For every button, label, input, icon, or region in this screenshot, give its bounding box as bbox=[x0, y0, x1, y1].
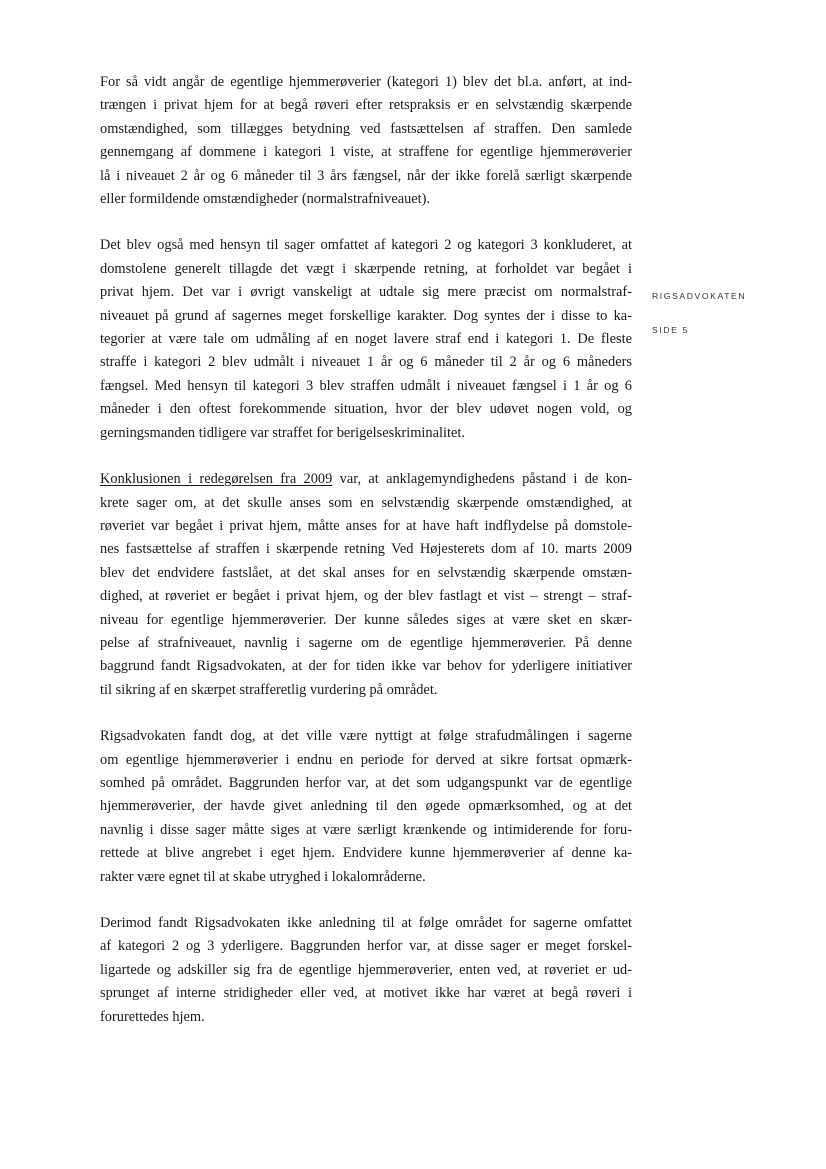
text-line: privat hjem. Det var i øvrigt vanskeligt at udtale sig mere præcist om normalstraf- bbox=[100, 284, 632, 301]
text-line: omstændighed, som tillægges betydning ved fastsættelsen af straffen. Den samlede bbox=[100, 120, 632, 137]
text-line: måneder i den oftest forekommende situation, hvor der blev udøvet nogen vold, og bbox=[100, 401, 632, 418]
text-line: om egentlige hjemmerøverier i endnu en periode for derved at sikre fortsat opmærk- bbox=[100, 751, 632, 768]
text-line: Rigsadvokaten fandt dog, at det ville være nyttigt at følge strafudmålingen i sagerne bbox=[100, 728, 632, 745]
text-line: rettede at blive angrebet i eget hjem. Endvidere kunne hjemmerøverier af denne ka- bbox=[100, 845, 632, 862]
text-line: straffe i kategori 2 blev udmålt i niveauet 1 år og 6 måneder til 2 år og 6 måneders bbox=[100, 354, 632, 371]
text-line: gennemgang af dommene i kategori 1 viste, at straffene for egentlige hjemmerøverier bbox=[100, 144, 632, 161]
paragraph-kategori-1 bbox=[100, 71, 632, 211]
organization-name: RIGSADVOKATEN bbox=[652, 291, 747, 301]
paragraph-konklusion bbox=[100, 468, 632, 702]
text-line: navnlig i disse sager måtte siges at være særligt krænkende og intimiderende for foru- bbox=[100, 821, 632, 838]
text-line: dighed, at røveriet er begået i privat hjem, og der blev fastlagt et vist – strengt – straf- bbox=[100, 588, 632, 605]
text-line: niveau for egentlige hjemmerøverier. Der kunne således siges at være sket en skær- bbox=[100, 611, 632, 628]
text-line: eller formildende omstændigheder (normalstrafniveauet). bbox=[100, 191, 431, 208]
margin-sidebar bbox=[652, 291, 746, 335]
text-line: pelse af strafniveauet, navnlig i sagerne om de egentlige hjemmerøverier. På denne bbox=[100, 634, 632, 651]
text-line: fængsel. Med hensyn til kategori 3 blev straffen udmålt i niveauet fængsel i 1 år og 6 bbox=[100, 377, 632, 394]
text-line: baggrund fandt Rigsadvokaten, at der for tiden ikke var behov for yderligere initiativer bbox=[100, 658, 632, 675]
text-line: lå i niveauet 2 år og 6 måneder til 3 års fængsel, når der ikke forelå særligt skærpende bbox=[100, 167, 632, 184]
text-line: Derimod fandt Rigsadvokaten ikke anledning til at følge området for sagerne omfattet bbox=[100, 915, 632, 931]
text-line: nes fastsættelse af straffen i skærpende retning Ved Højesterets dom af 10. marts 2009 bbox=[100, 541, 632, 558]
text-line: trængen i privat hjem for at begå røveri efter retspraksis er en selvstændig skærpende bbox=[100, 97, 632, 114]
text-line: gerningsmanden tidligere var straffet for berigelseskriminalitet. bbox=[100, 424, 465, 441]
text-line: blev det endvidere fastslået, at det skal anses for en selvstændig skærpende omstæn- bbox=[100, 564, 632, 581]
paragraph-derimod bbox=[100, 912, 632, 1029]
text-line: ligartede og adskiller sig fra de egentlige hjemmerøverier, enten ved, at røveriet er ud- bbox=[100, 961, 632, 978]
text-line: forurettedes hjem. bbox=[100, 1008, 205, 1025]
text-line: rakter være egnet til at skabe utryghed i lokalområderne. bbox=[100, 868, 426, 885]
text-line: niveauet på grund af sagernes meget forskellige karakter. Dog syntes der i disse to ka- bbox=[100, 307, 632, 324]
text-line: krete sager om, at det skulle anses som en selvstændig skærpende omstændighed, at bbox=[100, 494, 632, 511]
text-line: hjemmerøverier, der havde givet anledning til den øgede opmærksomhed, og at det bbox=[100, 798, 632, 815]
text-line: tegorier at være tale om udmåling af en noget lavere straf end i kategori 1. De fleste bbox=[100, 331, 632, 348]
text-fragment: var, at anklagemyndighedens påstand i de kon- bbox=[332, 471, 633, 488]
text-line: somhed på området. Baggrunden herfor var, at det som udgangspunkt var de egentlige bbox=[100, 774, 632, 791]
body-text bbox=[100, 71, 632, 1052]
page-number: SIDE 5 bbox=[652, 325, 689, 335]
text-line: af kategori 2 og 3 yderligere. Baggrunden herfor var, at disse sager er meget forskel- bbox=[100, 938, 632, 955]
text-line: sprunget af interne stridigheder eller ved, at motivet ikke har været at begå røveri i bbox=[100, 985, 632, 1002]
text-line: domstolene generelt tillagde det vægt i skærpende retning, at forholdet var begået i bbox=[100, 260, 632, 277]
paragraph-opmaerksomhed bbox=[100, 725, 632, 889]
text-line: Det blev også med hensyn til sager omfattet af kategori 2 og kategori 3 konkluderet, at bbox=[100, 237, 632, 254]
paragraph-kategori-2-3 bbox=[100, 234, 632, 445]
underlined-heading: Konklusionen i redegørelsen fra 2009 bbox=[100, 471, 333, 488]
text-line: til sikring af en skærpet strafferetlig vurdering på området. bbox=[100, 681, 438, 698]
text-line: røveriet var begået i privat hjem, måtte anses for at have haft indflydelse på domstole- bbox=[100, 517, 632, 534]
text-line: For så vidt angår de egentlige hjemmerøverier (kategori 1) blev det bl.a. anført, at ind- bbox=[100, 74, 632, 90]
text-line bbox=[100, 468, 632, 491]
